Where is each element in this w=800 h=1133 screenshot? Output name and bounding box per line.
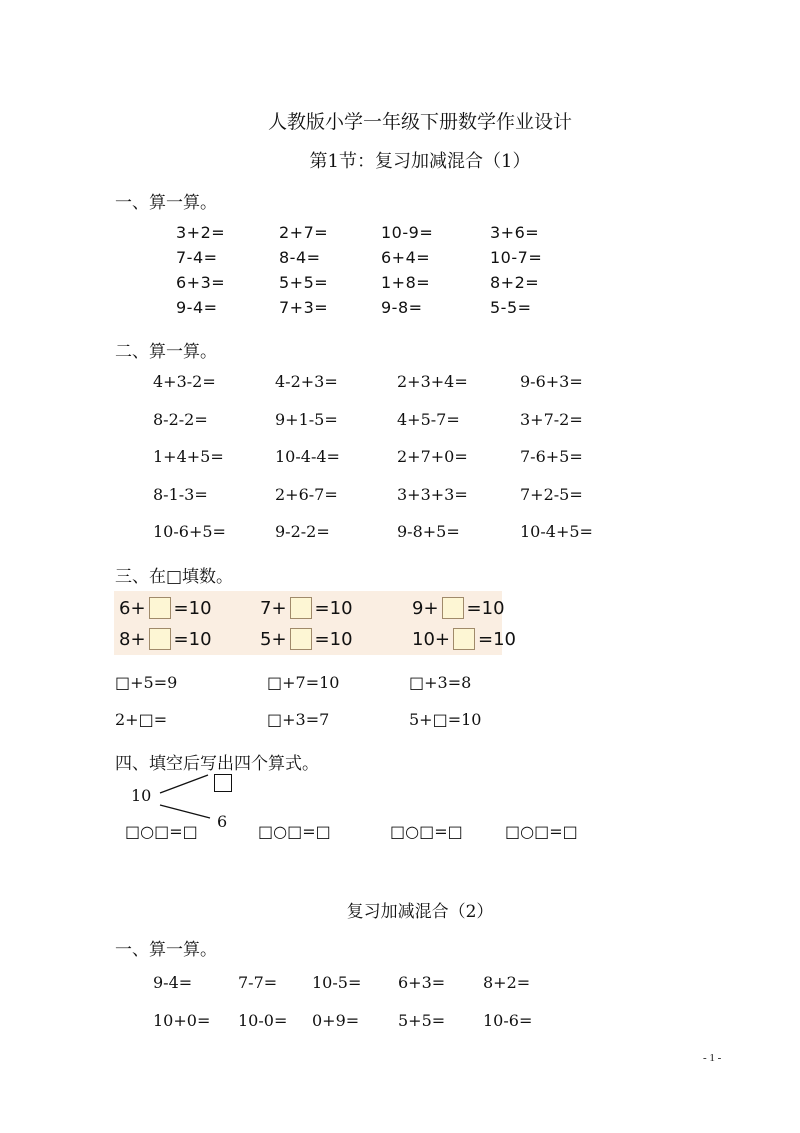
part-2-heading: 一、算一算。 — [115, 940, 217, 960]
problem-s2-1-2: 4-2+3= — [275, 372, 338, 391]
problem-s3-2-1: 2+□= — [115, 710, 168, 729]
problem-s1-4-4: 5-5= — [490, 298, 532, 317]
page-number: - 1 - — [703, 1052, 722, 1064]
section-1-heading: 一、算一算。 — [115, 193, 217, 213]
problem-s3-2-2: □+3=7 — [267, 710, 330, 729]
problem-p2-2-2: 10-0= — [238, 1011, 288, 1030]
section-2-heading: 二、算一算。 — [115, 342, 217, 362]
problem-s2-5-2: 9-2-2= — [275, 522, 330, 541]
problem-s2-4-3: 3+3+3= — [397, 485, 468, 504]
problem-s1-1-1: 3+2= — [176, 223, 226, 242]
problem-s3-1-1: □+5=9 — [115, 673, 178, 692]
boxed-problem-prefix: 5+ — [260, 628, 287, 650]
problem-p2-1-5: 8+2= — [483, 973, 531, 992]
problem-s2-2-3: 4+5-7= — [397, 410, 460, 429]
boxed-problem-prefix: 9+ — [412, 597, 439, 619]
problem-s1-3-3: 1+8= — [381, 273, 431, 292]
number-bond-whole: 10 — [131, 786, 152, 805]
problem-s1-2-1: 7-4= — [176, 248, 218, 267]
equation-blank-3: □○□=□ — [390, 822, 463, 841]
problem-p2-2-5: 10-6= — [483, 1011, 533, 1030]
number-bond-part: 6 — [217, 812, 228, 831]
problem-s2-3-1: 1+4+5= — [153, 447, 224, 466]
section-3-heading: 三、在□填数。 — [115, 567, 234, 587]
problem-s2-2-2: 9+1-5= — [275, 410, 338, 429]
problem-s2-2-4: 3+7-2= — [520, 410, 583, 429]
bond-line-upper — [160, 775, 208, 793]
problem-s1-2-3: 6+4= — [381, 248, 431, 267]
problem-s1-4-2: 7+3= — [279, 298, 329, 317]
problem-s2-2-1: 8-2-2= — [153, 410, 208, 429]
boxed-problem-suffix: =10 — [314, 628, 353, 650]
problem-s2-5-3: 9-8+5= — [397, 522, 460, 541]
problem-s1-1-3: 10-9= — [381, 223, 434, 242]
boxed-problem-prefix: 10+ — [412, 628, 450, 650]
problem-s1-3-2: 5+5= — [279, 273, 329, 292]
boxed-problem-suffix: =10 — [466, 597, 505, 619]
problem-s3-1-3: □+3=8 — [409, 673, 472, 692]
section-4-heading: 四、填空后写出四个算式。 — [115, 754, 319, 774]
boxed-problem-suffix: =10 — [173, 597, 212, 619]
problem-s1-4-1: 9-4= — [176, 298, 218, 317]
problem-s2-1-3: 2+3+4= — [397, 372, 468, 391]
problem-s2-3-3: 2+7+0= — [397, 447, 468, 466]
problem-s3-1-2: □+7=10 — [267, 673, 340, 692]
problem-s1-2-4: 10-7= — [490, 248, 543, 267]
equation-blank-1: □○□=□ — [125, 822, 198, 841]
problem-s2-5-1: 10-6+5= — [153, 522, 226, 541]
problem-p2-1-3: 10-5= — [312, 973, 362, 992]
part-2-title: 复习加减混合（2） — [346, 902, 494, 922]
bond-line-lower — [160, 805, 210, 818]
page-title: 人教版小学一年级下册数学作业设计 — [267, 111, 572, 133]
problem-s1-3-4: 8+2= — [490, 273, 540, 292]
problem-s1-4-3: 9-8= — [381, 298, 423, 317]
problem-s1-2-2: 8-4= — [279, 248, 321, 267]
equation-blank-4: □○□=□ — [505, 822, 578, 841]
boxed-problem-suffix: =10 — [478, 628, 516, 650]
problem-p2-1-2: 7-7= — [238, 973, 278, 992]
boxed-problem-suffix: =10 — [173, 628, 212, 650]
problem-p2-1-4: 6+3= — [398, 973, 446, 992]
problem-p2-1-1: 9-4= — [153, 973, 193, 992]
boxed-problem-prefix: 7+ — [260, 597, 287, 619]
problem-s2-1-4: 9-6+3= — [520, 372, 583, 391]
problem-s2-4-4: 7+2-5= — [520, 485, 583, 504]
problem-p2-2-1: 10+0= — [153, 1011, 211, 1030]
boxed-problem-prefix: 8+ — [119, 628, 146, 650]
problem-s2-5-4: 10-4+5= — [520, 522, 593, 541]
problem-s2-1-1: 4+3-2= — [153, 372, 216, 391]
problem-s2-4-2: 2+6-7= — [275, 485, 338, 504]
problem-s2-4-1: 8-1-3= — [153, 485, 208, 504]
problem-s1-3-1: 6+3= — [176, 273, 226, 292]
problem-s2-3-4: 7-6+5= — [520, 447, 583, 466]
problem-p2-2-3: 0+9= — [312, 1011, 360, 1030]
section-subtitle: 第1节：复习加减混合（1） — [309, 151, 531, 172]
problem-s1-1-2: 2+7= — [279, 223, 329, 242]
boxed-problem-suffix: =10 — [314, 597, 353, 619]
problem-s2-3-2: 10-4-4= — [275, 447, 340, 466]
boxed-problem-prefix: 6+ — [119, 597, 146, 619]
problem-p2-2-4: 5+5= — [398, 1011, 446, 1030]
problem-s1-1-4: 3+6= — [490, 223, 540, 242]
problem-s3-2-3: 5+□=10 — [409, 710, 482, 729]
equation-blank-2: □○□=□ — [258, 822, 331, 841]
